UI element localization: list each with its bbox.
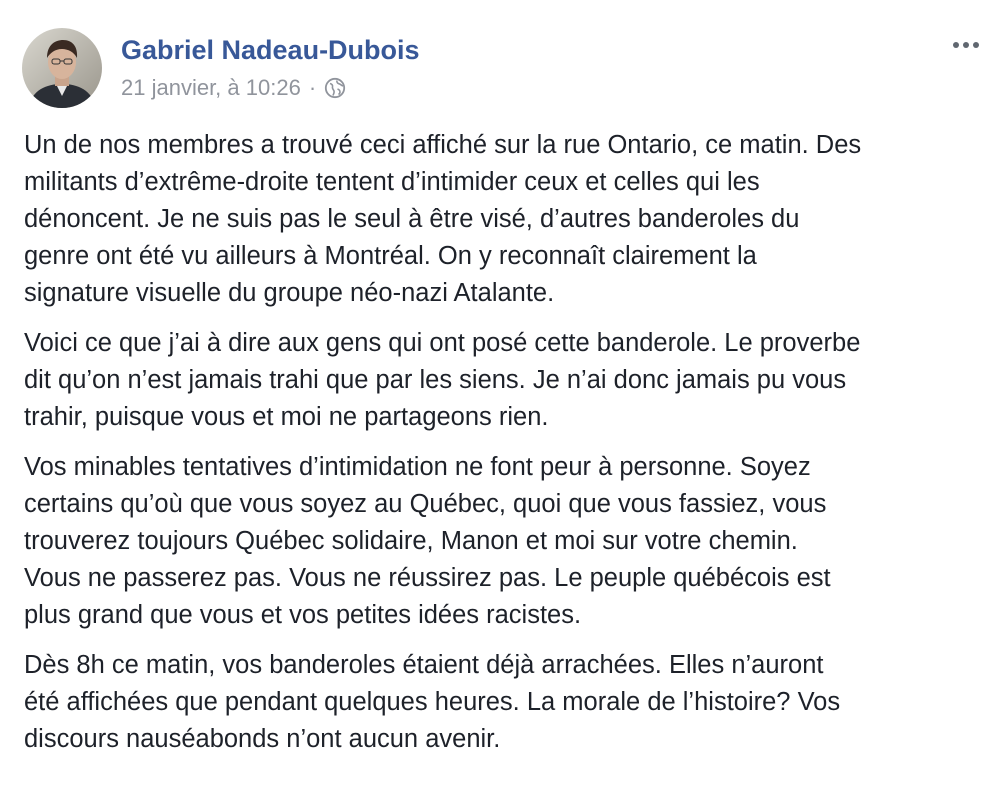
text-line: Vos minables tentatives d’intimidation ne font peur à personne. Soyez (24, 453, 811, 481)
text-line: Dès 8h ce matin, vos banderoles étaient déjà arrachées. Elles n’auront (24, 651, 824, 679)
text-line: dénoncent. Je ne suis pas le seul à être visé, d’autres banderoles du (24, 205, 800, 233)
text-line: Vous ne passerez pas. Vous ne réussirez pas. Le peuple québécois est (24, 564, 831, 592)
post-paragraph (24, 325, 992, 436)
post-paragraph (24, 449, 992, 634)
text-line: signature visuelle du groupe néo-nazi Atalante. (24, 279, 555, 307)
text-line: été affichées que pendant quelques heures. La morale de l’histoire? Vos (24, 688, 841, 716)
author-name-link[interactable]: Gabriel Nadeau-Dubois (121, 35, 420, 65)
more-options-icon (952, 41, 980, 49)
text-line: trouverez toujours Québec solidaire, Manon et moi sur votre chemin. (24, 527, 798, 555)
text-line: trahir, puisque vous et moi ne partageons rien. (24, 403, 549, 431)
post-paragraph (24, 647, 992, 758)
text-line: plus grand que vous et vos petites idées racistes. (24, 601, 582, 629)
post-paragraph (24, 127, 992, 312)
text-line: Voici ce que j’ai à dire aux gens qui ont posé cette banderole. Le proverbe (24, 329, 861, 357)
post-meta (121, 73, 346, 103)
avatar[interactable] (22, 28, 102, 108)
text-line: Un de nos membres a trouvé ceci affiché sur la rue Ontario, ce matin. Des (24, 131, 862, 159)
globe-icon[interactable] (324, 77, 346, 99)
meta-separator: · (308, 75, 317, 100)
profile-photo (22, 28, 102, 108)
text-line: genre ont été vu ailleurs à Montréal. On y reconnaît clairement la (24, 242, 757, 270)
post-text (24, 127, 992, 771)
text-line: militants d’extrême-droite tentent d’intimider ceux et celles qui les (24, 168, 760, 196)
more-options-button[interactable] (946, 30, 986, 60)
text-line: dit qu’on n’est jamais trahi que par les siens. Je n’ai donc jamais pu vous (24, 366, 847, 394)
text-line: certains qu’où que vous soyez au Québec, quoi que vous fassiez, vous (24, 490, 827, 518)
post-timestamp[interactable]: 21 janvier, à 10:26 (121, 75, 301, 100)
text-line: discours nauséabonds n’ont aucun avenir. (24, 725, 501, 753)
